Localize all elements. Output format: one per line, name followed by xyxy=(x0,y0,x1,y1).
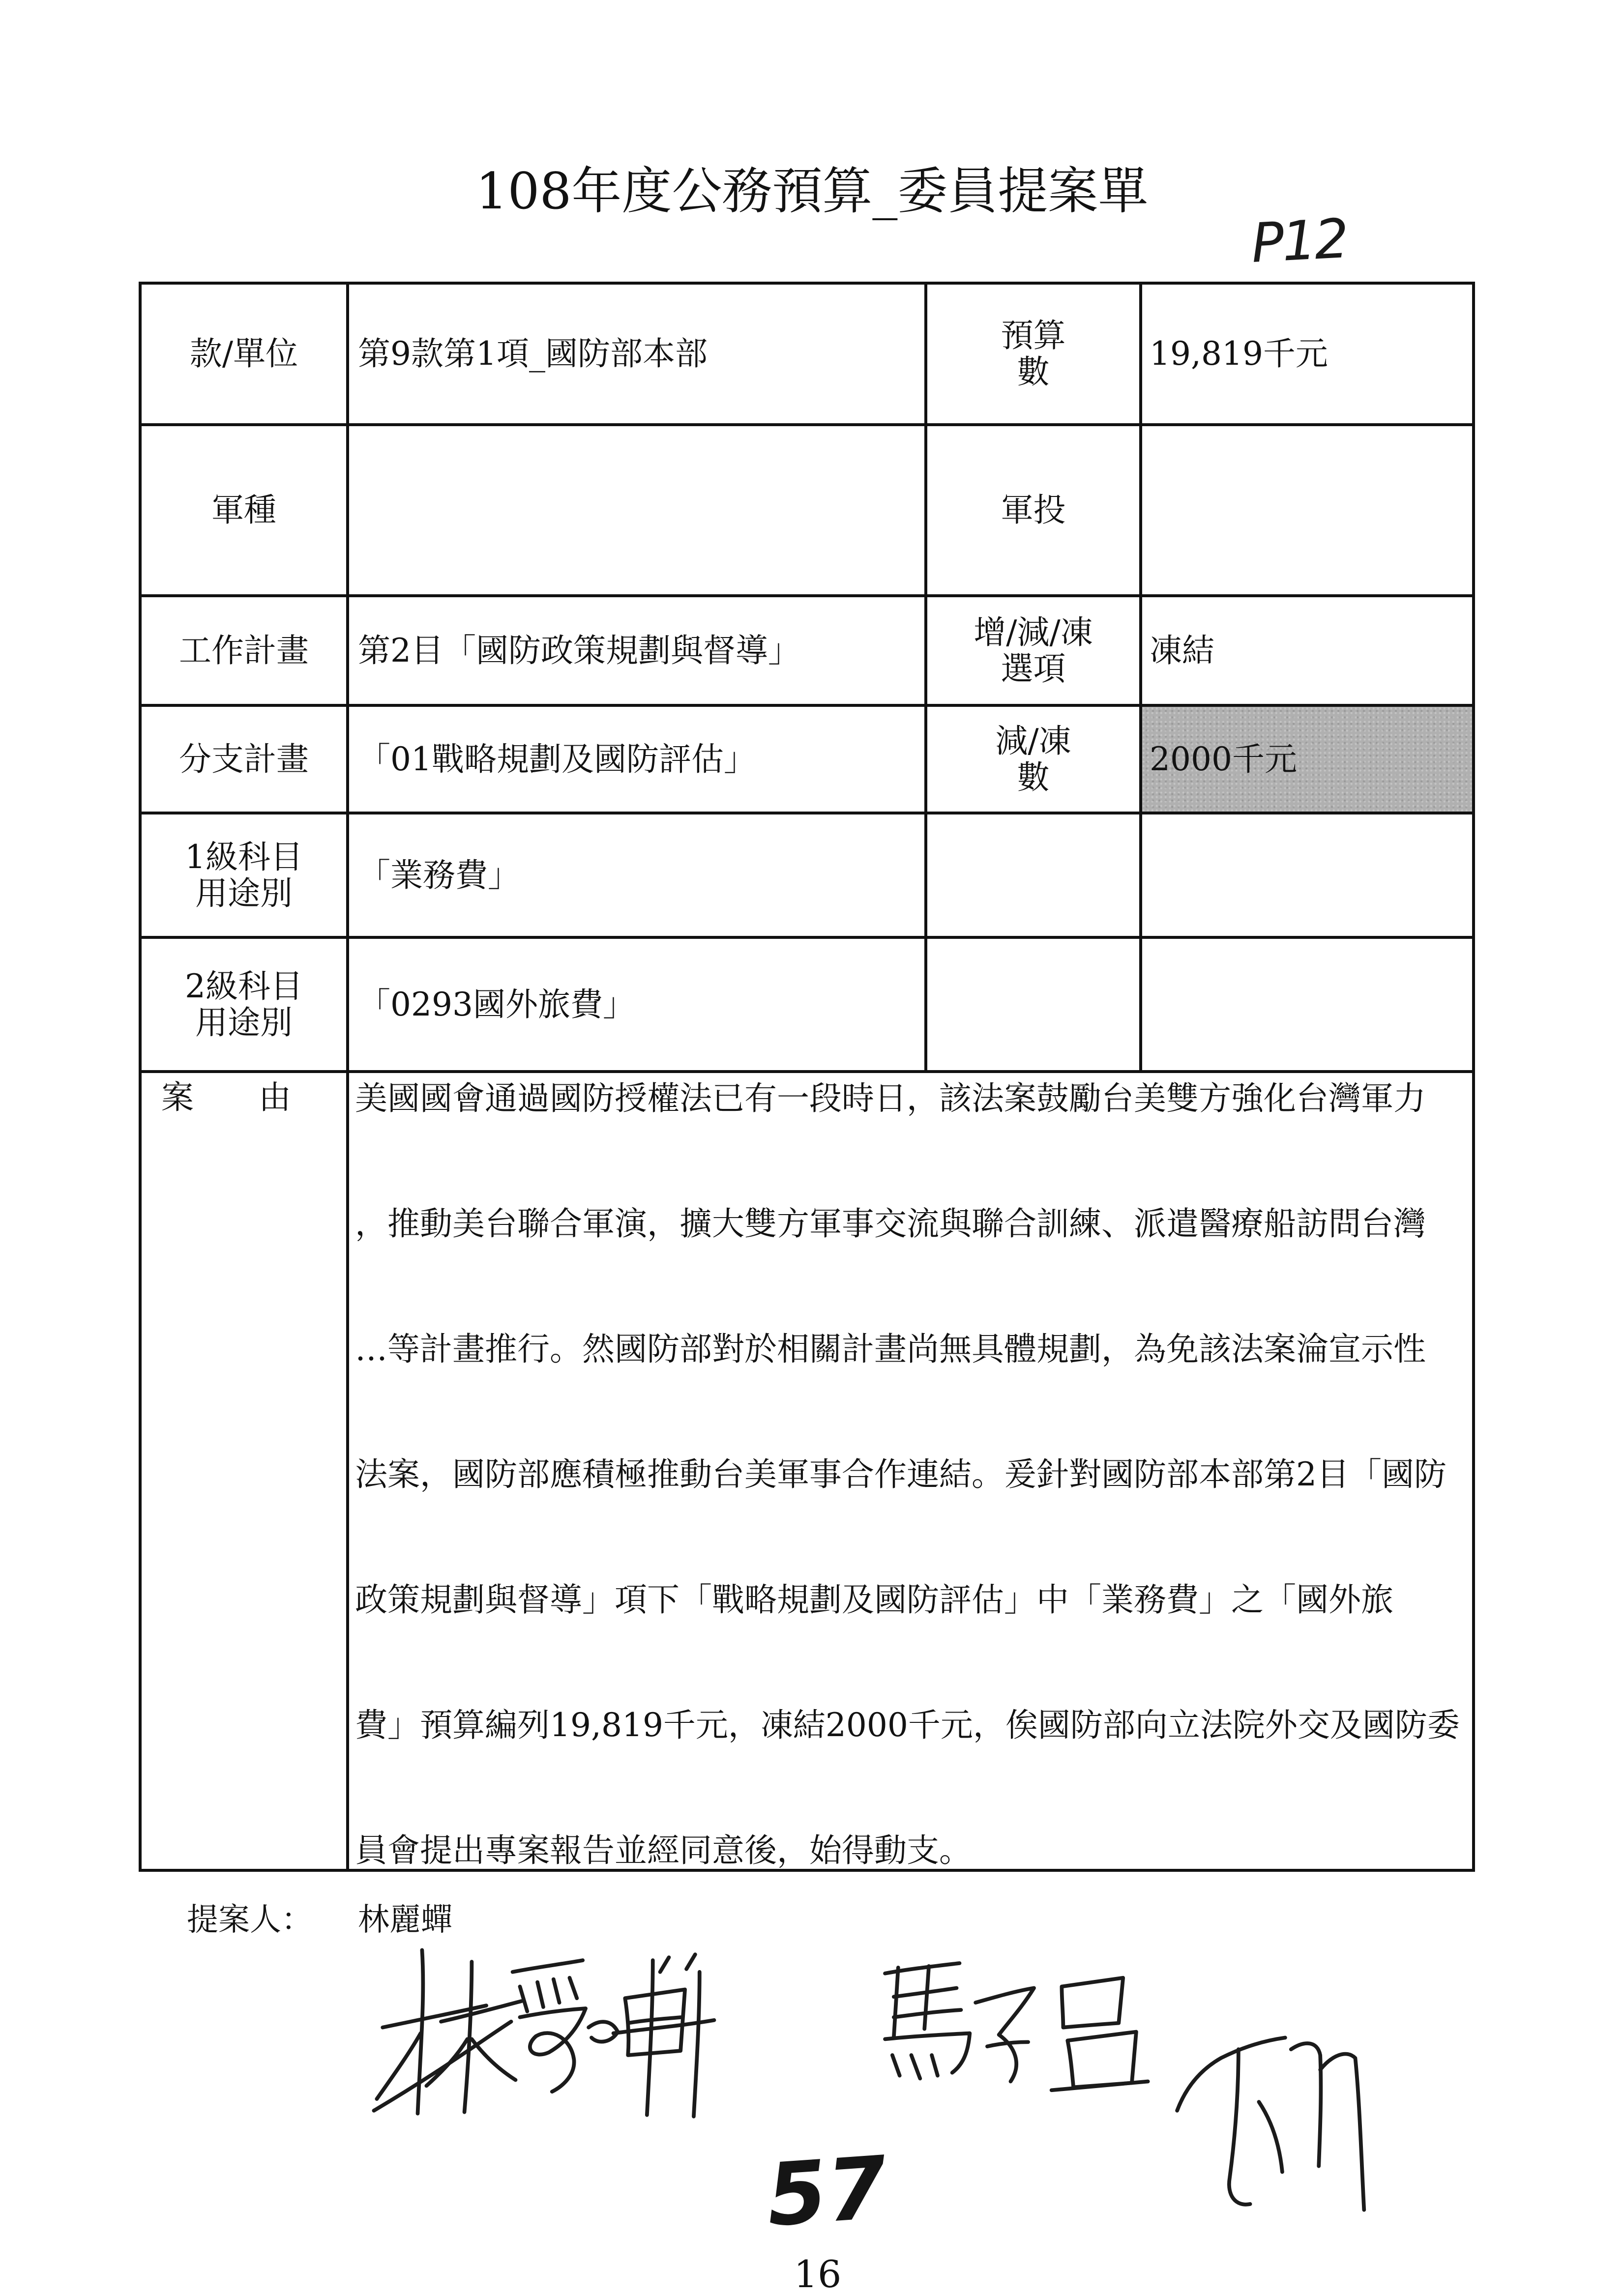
handwritten-page-annotation: P12 xyxy=(1249,207,1349,275)
signature-1 xyxy=(374,1950,714,2117)
proposer-name: 林麗蟬 xyxy=(358,1902,452,1938)
level1-subject-label xyxy=(142,814,349,939)
work-plan-label-text: 工作計畫 xyxy=(179,631,309,669)
reason-line: 法案，國防部應積極推動台美軍事合作連結。爰針對國防部本部第2目「國防 xyxy=(355,1455,1447,1493)
reason-line: 員會提出專案報告並經同意後，始得動支。 xyxy=(355,1831,972,1869)
branch-plan-value: 「01戰略規劃及國防評估」 xyxy=(349,707,927,814)
level1-subject-label-line-1: 1級科目 xyxy=(185,838,303,876)
level1-subject-value: 「業務費」 xyxy=(349,814,927,939)
service-label-text: 軍種 xyxy=(211,491,276,529)
signature-3 xyxy=(1177,2037,1364,2209)
reason-line: …等計畫推行。然國防部對於相關計畫尚無具體規劃，為免該法案淪宣示性 xyxy=(355,1330,1426,1368)
budget-amount-label xyxy=(927,285,1142,426)
budget-amount-label-line-2: 數 xyxy=(1017,353,1050,391)
cut-freeze-amount-label-line-1: 減/凍 xyxy=(995,722,1071,760)
unit-label-text: 款/單位 xyxy=(189,335,298,373)
cut-freeze-amount-label xyxy=(927,707,1142,814)
reason-line: 美國國會通過國防授權法已有一段時日，該法案鼓勵台美雙方強化台灣軍力 xyxy=(355,1079,1426,1117)
work-plan-label xyxy=(142,597,349,707)
document-title: 108年度公務預算_委員提案單 xyxy=(475,162,1149,221)
reason-line: 費」預算編列19,819千元，凍結2000千元，俟國防部向立法院外交及國防委 xyxy=(355,1706,1460,1744)
proposal-table xyxy=(139,282,1475,1872)
work-plan-value: 第2目「國防政策規劃與督導」 xyxy=(349,597,927,707)
action-type-label-line-2: 選項 xyxy=(1001,649,1066,688)
branch-plan-label-text: 分支計畫 xyxy=(179,740,309,778)
cut-freeze-amount-value: 2000千元 xyxy=(1142,707,1475,814)
level2-side-label-empty xyxy=(927,939,1142,1073)
unit-label xyxy=(142,285,349,426)
level1-side-label-empty xyxy=(927,814,1142,939)
level2-side-value-empty xyxy=(1142,939,1475,1073)
unit-value: 第9款第1項_國防部本部 xyxy=(349,285,927,426)
military-investment-label xyxy=(927,426,1142,597)
military-investment-value xyxy=(1142,426,1475,597)
reason-label: 案 由 xyxy=(142,1073,349,1872)
service-value xyxy=(349,426,927,597)
level2-subject-label xyxy=(142,939,349,1073)
military-investment-label-text: 軍投 xyxy=(1001,491,1066,529)
budget-amount-label-line-1: 預算 xyxy=(1001,317,1066,354)
action-type-label-line-1: 增/減/凍 xyxy=(974,613,1093,651)
level1-side-value-empty xyxy=(1142,814,1475,939)
proposer-label: 提案人： xyxy=(187,1902,313,1938)
handwritten-number: 57 xyxy=(764,2138,890,2246)
branch-plan-label xyxy=(142,707,349,814)
level2-subject-label-line-2: 用途別 xyxy=(195,1003,293,1042)
signature-2 xyxy=(885,1963,1148,2090)
level2-subject-label-line-1: 2級科目 xyxy=(185,967,303,1005)
cut-freeze-amount-label-line-2: 數 xyxy=(1017,758,1050,796)
level1-subject-label-line-2: 用途別 xyxy=(195,874,293,912)
service-label xyxy=(142,426,349,597)
action-type-label xyxy=(927,597,1142,707)
reason-line: 政策規劃與督導」項下「戰略規劃及國防評估」中「業務費」之「國外旅 xyxy=(355,1581,1393,1619)
reason-body xyxy=(349,1073,1475,1872)
action-type-value: 凍結 xyxy=(1142,597,1475,707)
reason-line: ，推動美台聯合軍演，擴大雙方軍事交流與聯合訓練、派遣醫療船訪問台灣 xyxy=(355,1205,1426,1243)
level2-subject-value: 「0293國外旅費」 xyxy=(349,939,927,1073)
page-number: 16 xyxy=(794,2252,842,2296)
budget-amount-value: 19,819千元 xyxy=(1142,285,1475,426)
